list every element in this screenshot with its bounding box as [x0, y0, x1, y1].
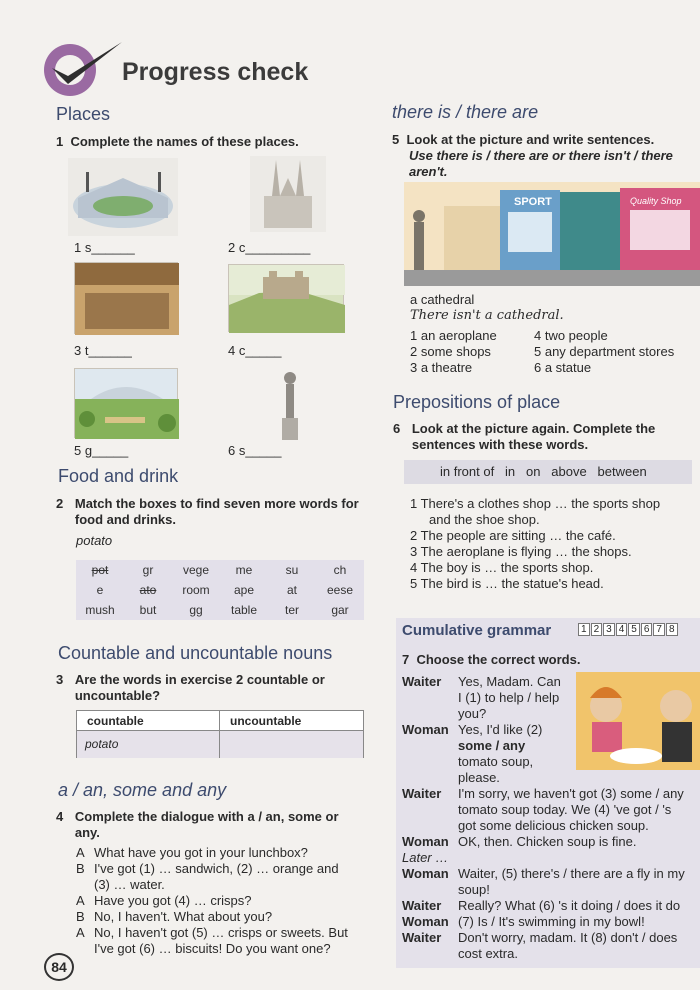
dialogue-line: I'm sorry, we haven't got (3) some / any [458, 786, 684, 801]
ex3-text: Are the words in exercise 2 countable or uncountable? [74, 672, 325, 703]
ex6-instruction [393, 421, 693, 453]
ex6-number: 6 [393, 421, 401, 436]
ex5-example-answer: There isn't a cathedral. [410, 308, 564, 323]
dialogue-line: cost extra. [458, 946, 518, 961]
speaker: Woman [402, 722, 449, 737]
dialogue-line: Really? What (6) 's it doing / does it do [458, 898, 681, 913]
unit-step: 3 [603, 623, 615, 636]
word-cell: ape [233, 583, 255, 597]
ex6-line: 1 There's a clothes shop … the sports shop [410, 496, 661, 511]
speaker: Later … [402, 850, 449, 865]
dialogue-line: soup! [458, 882, 490, 897]
word-cell: table [230, 603, 258, 617]
countable-heading: Countable and uncountable nouns [58, 643, 333, 663]
ex5-item: 2 some shops [410, 344, 491, 359]
articles-heading: a / an, some and any [58, 780, 227, 800]
street-picture [404, 182, 700, 286]
ex1-item-5: 5 g_____ [74, 443, 129, 458]
speaker [402, 802, 458, 818]
ex6-sentences [410, 496, 698, 592]
ex6-line: and the shoe shop. [429, 512, 540, 527]
dialogue-line: tomato soup today. We (4) 've got / 's [458, 802, 672, 817]
garden-image [74, 368, 178, 438]
ex1-item-6: 6 s_____ [228, 443, 282, 458]
dialogue-ex7 [402, 674, 698, 962]
dialogue-line: some / any [458, 738, 526, 753]
unit-step: 2 [591, 623, 603, 636]
speaker: Woman [402, 834, 449, 849]
ex7-text: Choose the correct words. [416, 652, 581, 667]
dialogue-line: you? [458, 706, 487, 721]
ex5-text-1: Look at the picture and write sentences. [406, 132, 655, 147]
word-cell: gg [189, 603, 203, 617]
word-cell: at [286, 583, 297, 597]
dialogue-line: Have you got (4) … crisps? [94, 893, 252, 908]
ex2-instruction [56, 496, 366, 528]
ex1-item-1: 1 s______ [74, 240, 135, 255]
page-title: Progress check [122, 58, 309, 86]
speaker [76, 877, 94, 893]
ex6-word-box: in front of in on above between [404, 460, 692, 484]
sport-sign: SPORT [514, 196, 552, 208]
ex6-line: 2 The people are sitting … the café. [410, 528, 616, 543]
dialogue-line: Yes, I'd like (2) [458, 722, 543, 737]
ex1-item-4: 4 c_____ [228, 343, 282, 358]
speaker: Waiter [402, 674, 442, 689]
stadium-image [68, 158, 178, 236]
ex2-example: potato [76, 533, 113, 548]
ex1-item-3: 3 t______ [74, 343, 132, 358]
ex3-number: 3 [56, 672, 64, 687]
ex5-list-2 [534, 328, 700, 376]
prepositions-heading: Prepositions of place [393, 392, 561, 412]
castle-image [228, 264, 344, 332]
statue-image [270, 362, 310, 442]
countable-table [76, 710, 364, 758]
speaker: Waiter [402, 930, 442, 945]
word-cell: gr [142, 563, 154, 577]
quality-shop-sign: Quality Shop [630, 196, 682, 206]
progress-check-logo [38, 40, 108, 100]
speaker [402, 770, 458, 786]
speaker [402, 818, 458, 834]
dialogue-line: got some delicious chicken soup. [458, 818, 649, 833]
speaker: B [76, 861, 85, 876]
ex4-instruction [56, 809, 366, 841]
dialogue-line: No, I haven't got (5) … crisps or sweets. But [94, 925, 348, 940]
speaker: Waiter [402, 786, 442, 801]
dialogue-line: No, I haven't. What about you? [94, 909, 273, 924]
thereis-heading: there is / there are [392, 102, 539, 122]
page-number: 84 [44, 953, 74, 981]
ex1-item-2: 2 c_________ [228, 240, 311, 255]
speaker [402, 946, 458, 962]
ex6-line: 5 The bird is … the statue's head. [410, 576, 604, 591]
ex5-text-3: aren't. [409, 164, 448, 179]
ex6-line: 3 The aeroplane is flying … the shops. [410, 544, 632, 559]
ex4-text: Complete the dialogue with a / an, some or any. [74, 809, 339, 840]
unit-step: 4 [616, 623, 628, 636]
dialogue-line: I (1) to help / help [458, 690, 560, 705]
unit-step: 5 [628, 623, 640, 636]
dialogue-line: OK, then. Chicken soup is fine. [458, 834, 637, 849]
ex1-number: 1 [56, 134, 64, 149]
ex1-text: Complete the names of these places. [70, 134, 299, 149]
dialogue-line: Yes, Madam. Can [458, 674, 561, 689]
uncountable-col-header: uncountable [230, 714, 302, 728]
speaker: A [76, 893, 85, 908]
word-cell: mush [85, 603, 115, 617]
ex5-list-1 [410, 328, 530, 376]
dialogue-line: I've got (6) … biscuits! Do you want one? [94, 941, 331, 956]
places-heading: Places [56, 104, 111, 124]
speaker [402, 754, 458, 770]
word-cell: ch [333, 563, 347, 577]
word-cell: su [285, 563, 299, 577]
cumulative-heading: Cumulative grammar [402, 622, 552, 639]
word-grid [76, 560, 364, 620]
ex5-number: 5 [392, 132, 400, 147]
word-cell: e [96, 583, 104, 597]
word-cell: vege [182, 563, 210, 577]
speaker: A [76, 925, 85, 940]
word-cell: room [182, 583, 210, 597]
ex5-item: 3 a theatre [410, 360, 473, 375]
ex1-instruction [56, 134, 299, 150]
dialogue-line: What have you got in your lunchbox? [94, 845, 308, 860]
speaker [402, 690, 458, 706]
unit-step: 7 [653, 623, 665, 636]
word-cell: me [235, 563, 253, 577]
speaker [402, 706, 458, 722]
theatre-image [74, 262, 178, 334]
ex5-text-2: Use there is / there are or there isn't / there [409, 148, 673, 163]
dialogue-ex4 [76, 845, 376, 957]
speaker: Woman [402, 866, 449, 881]
word-cell: but [139, 603, 157, 617]
speaker [76, 941, 94, 957]
ex4-number: 4 [56, 809, 64, 824]
unit-steps [578, 623, 678, 636]
word-cell: eese [326, 583, 354, 597]
ex3-instruction [56, 672, 356, 704]
cathedral-image [250, 156, 326, 232]
dialogue-line: please. [458, 770, 500, 785]
speaker: Waiter [402, 898, 442, 913]
dialogue-line: Waiter, (5) there's / there are a fly in my [458, 866, 685, 881]
dialogue-line: tomato soup, [458, 754, 534, 769]
word-cell: pot [91, 563, 109, 577]
ex5-item: 1 an aeroplane [410, 328, 497, 343]
ex5-item: 5 any department stores [534, 344, 675, 359]
ex6-text: Look at the picture again. Complete the sentences with these words. [411, 421, 656, 452]
ex5-example: a cathedral [410, 292, 475, 307]
ex7-number: 7 [402, 652, 410, 667]
speaker: B [76, 909, 85, 924]
dialogue-line: I've got (1) … sandwich, (2) … orange and [94, 861, 339, 876]
speaker: A [76, 845, 85, 860]
ex2-text: Match the boxes to find seven more words for food and drinks. [74, 496, 359, 527]
unit-step: 8 [666, 623, 678, 636]
ex2-number: 2 [56, 496, 64, 511]
dialogue-line: (7) Is / It's swimming in my bowl! [458, 914, 645, 929]
dialogue-line: Don't worry, madam. It (8) don't / does [458, 930, 678, 945]
countable-col-header: countable [77, 711, 220, 730]
word-cell: ato [139, 583, 157, 597]
speaker [402, 738, 458, 754]
food-heading: Food and drink [58, 466, 179, 486]
ex7-instruction [402, 652, 580, 668]
unit-step: 1 [578, 623, 590, 636]
ex6-line: 4 The boy is … the sports shop. [410, 560, 594, 575]
ex5-item: 4 two people [534, 328, 608, 343]
word-cell: ter [284, 603, 299, 617]
ex5-item: 6 a statue [534, 360, 592, 375]
speaker [402, 882, 458, 898]
countable-example: potato [77, 731, 220, 758]
speaker: Woman [402, 914, 449, 929]
word-cell: gar [331, 603, 349, 617]
ex5-instruction [392, 132, 692, 180]
unit-step: 6 [641, 623, 653, 636]
dialogue-line: (3) … water. [94, 877, 165, 892]
